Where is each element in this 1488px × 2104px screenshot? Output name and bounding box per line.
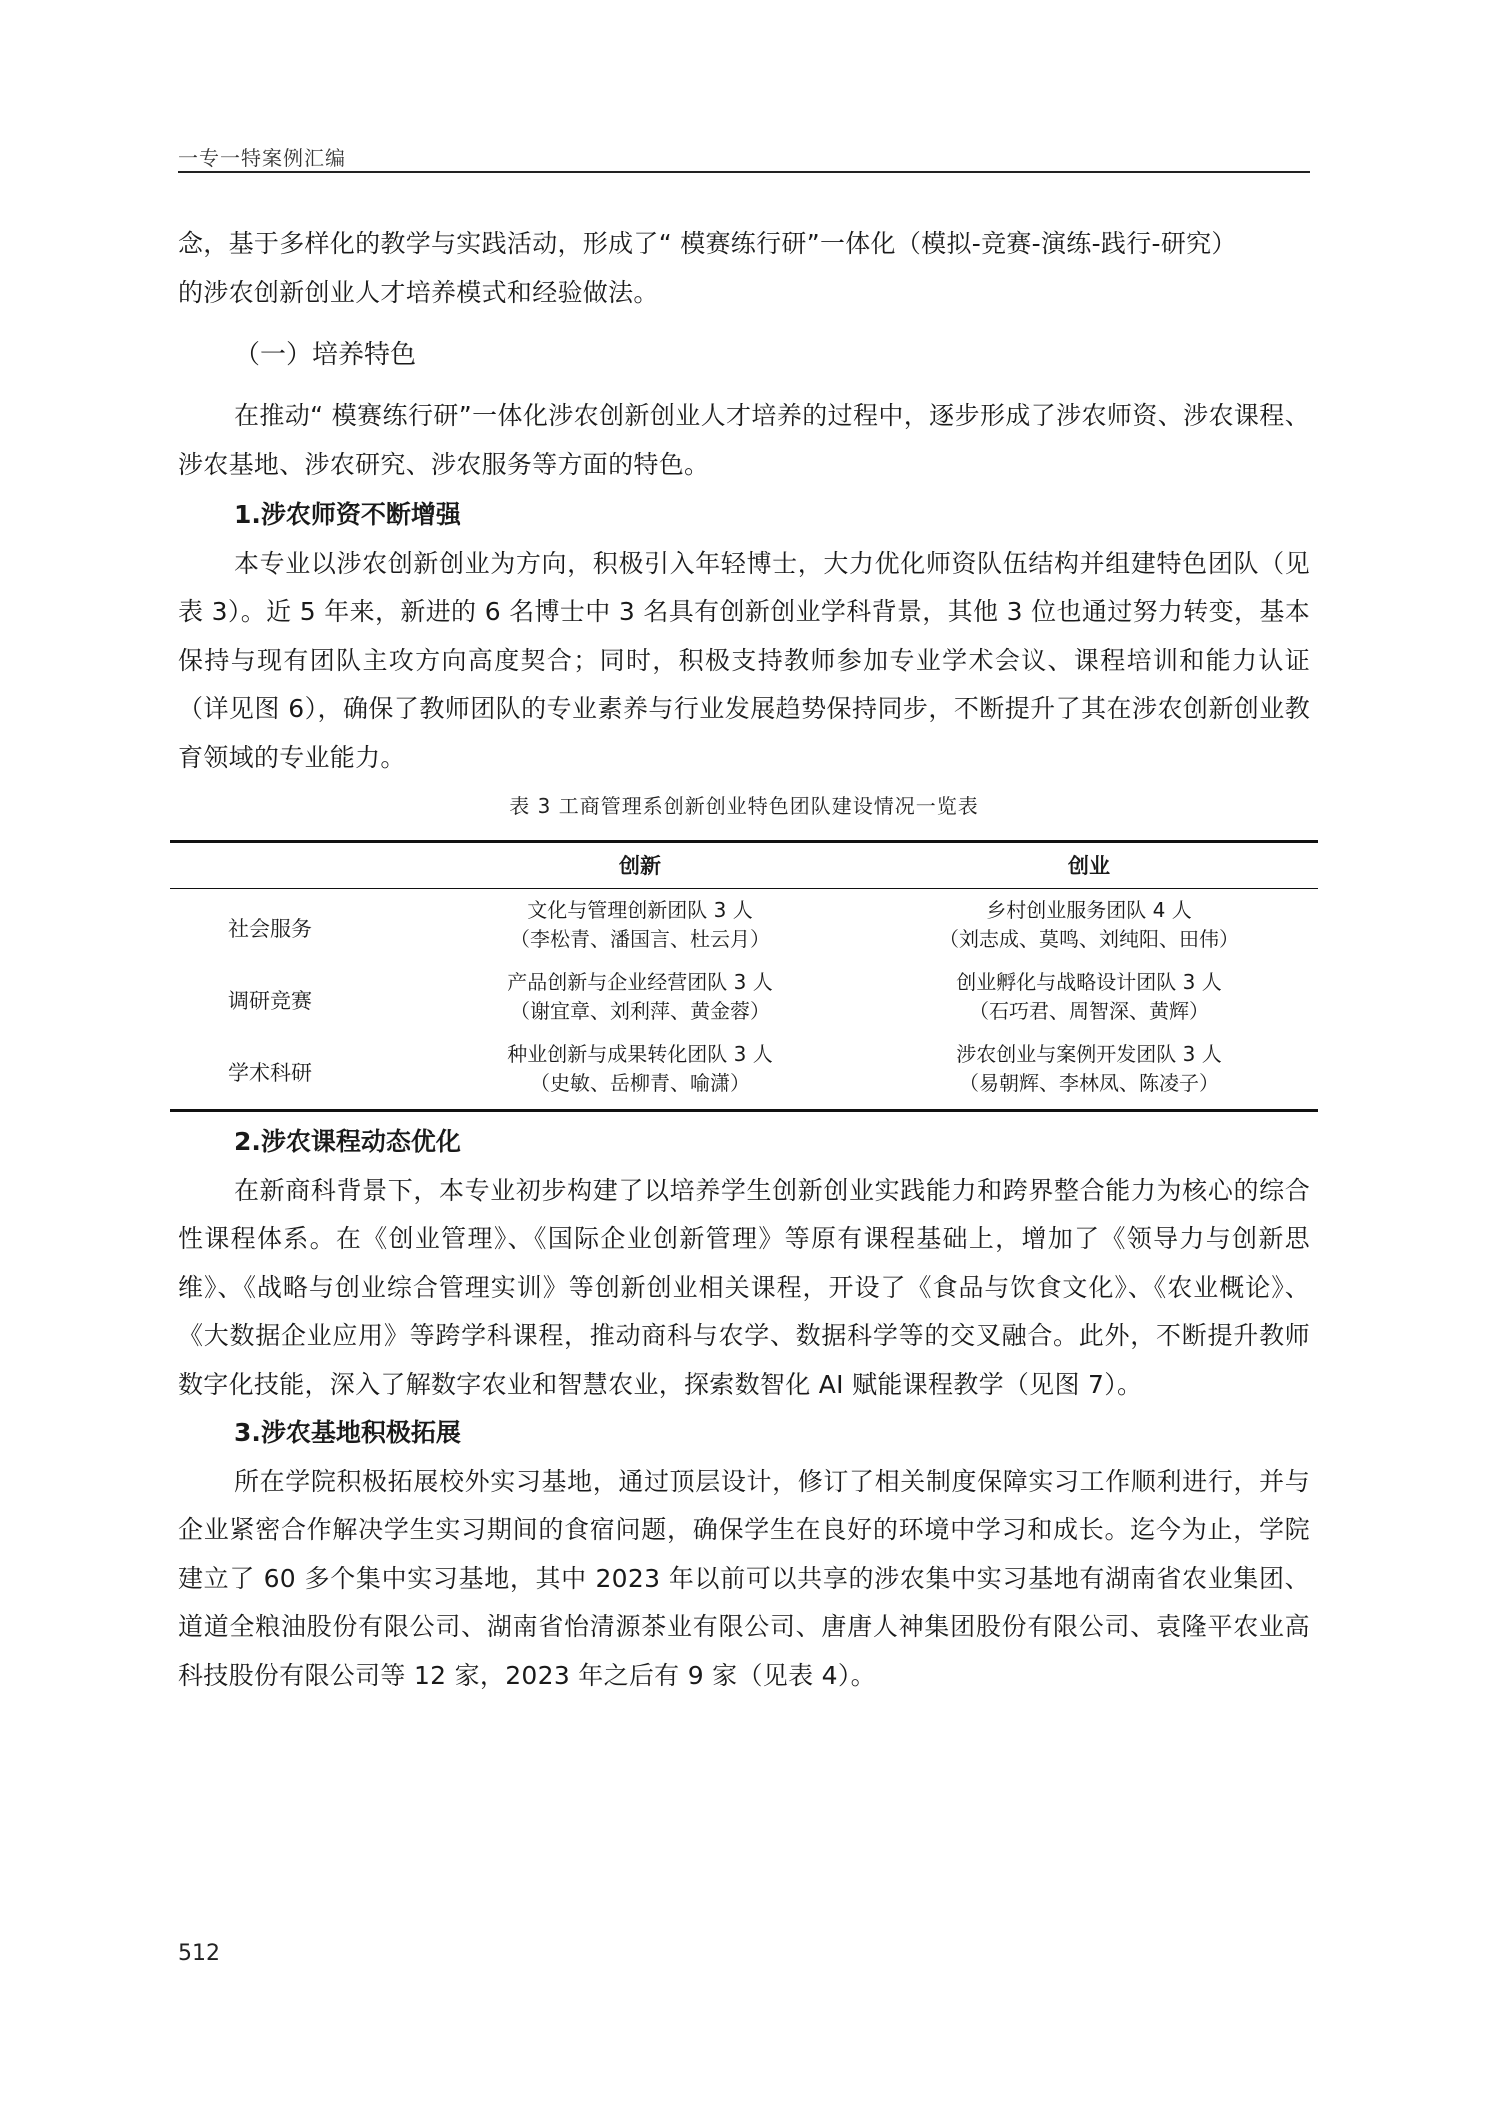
team-members: （石巧君、周智深、黄辉） (969, 999, 1209, 1023)
section1-paragraph: 在推动“ 模赛练行研”一体化涉农创新创业人才培养的过程中，逐步形成了涉农师资、涉农课程、涉农基地、涉农研究、涉农服务等方面的特色。 (178, 401, 1310, 479)
team-members: （刘志成、莫鸣、刘纯阳、田伟） (939, 927, 1239, 951)
intro-line-2: 的涉农创新创业人才培养模式和经验做法。 (178, 277, 659, 307)
table-cell (420, 1040, 860, 1098)
table-cell (420, 968, 860, 1026)
header-rule (178, 171, 1310, 173)
table-row (170, 1036, 1318, 1108)
subheading-3: 3.涉农基地积极拓展 (234, 1418, 461, 1447)
table-row (170, 964, 1318, 1036)
table-bottom-rule (170, 1109, 1318, 1112)
team-title: 产品创新与企业经营团队 3 人 (507, 970, 773, 994)
team-members: （史敏、岳柳青、喻潇） (530, 1071, 750, 1095)
section-heading: （一）培养特色 (234, 340, 417, 370)
table-row (170, 892, 1318, 964)
team-members: （李松青、潘国言、杜云月） (510, 927, 770, 951)
team-title: 文化与管理创新团队 3 人 (527, 898, 753, 922)
team-title: 种业创新与成果转化团队 3 人 (507, 1042, 773, 1066)
table-header-entrepreneurship: 创业 (1068, 854, 1110, 878)
subsection2-paragraph: 在新商科背景下，本专业初步构建了以培养学生创新创业实践能力和跨界整合能力为核心的综合性课程体系。在《创业管理》、《国际企业创新管理》等原有课程基础上，增加了《领导力与创新思维》、《战略与创业综合管理实训》等创新创业相关课程，开设了《食品与饮食文化》、《农业概论》、《大数据企业应用》等跨学科课程，推动商科与农学、数据科学等的交叉融合。此外，不断提升教师数字化技能，深入了解数字农业和智慧农业，探索数智化 AI 赋能课程教学（见图 7）。 (178, 1175, 1310, 1399)
table-header-rule (170, 888, 1318, 889)
table-cell (860, 896, 1318, 954)
table-cell (420, 896, 860, 954)
section1-block (178, 392, 1310, 782)
running-head: 一专一特案例汇编 (178, 146, 346, 170)
subsection3-paragraph: 所在学院积极拓展校外实习基地，通过顶层设计，修订了相关制度保障实习工作顺利进行，并与企业紧密合作解决学生实习期间的食宿问题，确保学生在良好的环境中学习和成长。迄今为止，学院建立了 60 多个集中实习基地，其中 2023 年以前可以共享的涉农集中实习基地有湖南省农业集团、道道全粮油股份有限公司、湖南省怡清源茶业有限公司、唐唐人神集团股份有限公司、袁隆平农业高科技股份有限公司等 12 家，2023 年之后有 9 家（见表 4）。 (178, 1466, 1310, 1690)
row-label: 社会服务 (228, 917, 312, 941)
row-label: 调研竞赛 (228, 989, 312, 1013)
row-label: 学术科研 (228, 1061, 312, 1085)
table-caption: 表 3 工商管理系创新创业特色团队建设情况一览表 (509, 794, 979, 818)
subheading-2: 2.涉农课程动态优化 (234, 1127, 461, 1156)
subsections-block (178, 1118, 1310, 1700)
team-members: （易朝辉、李林凤、陈凌子） (959, 1071, 1219, 1095)
team-members: （谢宜章、刘利萍、黄金蓉） (510, 999, 770, 1023)
subsection1-paragraph: 本专业以涉农创新创业为方向，积极引入年轻博士，大力优化师资队伍结构并组建特色团队（见表 3）。近 5 年来，新进的 6 名博士中 3 名具有创新创业学科背景，其他 3 位也通过努力转变，基本保持与现有团队主攻方向高度契合；同时，积极支持教师参加专业学术会议、课程培训和能力认证（详见图 6），确保了教师团队的专业素养与行业发展趋势保持同步，不断提升了其在涉农创新创业教育领域的专业能力。 (178, 548, 1310, 772)
table-cell (860, 968, 1318, 1026)
team-title: 乡村创业服务团队 4 人 (986, 898, 1192, 922)
team-title: 涉农创业与案例开发团队 3 人 (956, 1042, 1222, 1066)
subheading-1: 1.涉农师资不断增强 (234, 500, 461, 529)
intro-line-1: 念，基于多样化的教学与实践活动，形成了“ 模赛练行研”一体化（模拟-竞赛-演练-践行-研究） (178, 229, 1237, 258)
table-top-rule (170, 840, 1318, 843)
team-title: 创业孵化与战略设计团队 3 人 (956, 970, 1222, 994)
page-number: 512 (178, 1941, 220, 1966)
table-cell (860, 1040, 1318, 1098)
intro-block (178, 220, 1310, 317)
table-header-innovation: 创新 (619, 854, 661, 878)
